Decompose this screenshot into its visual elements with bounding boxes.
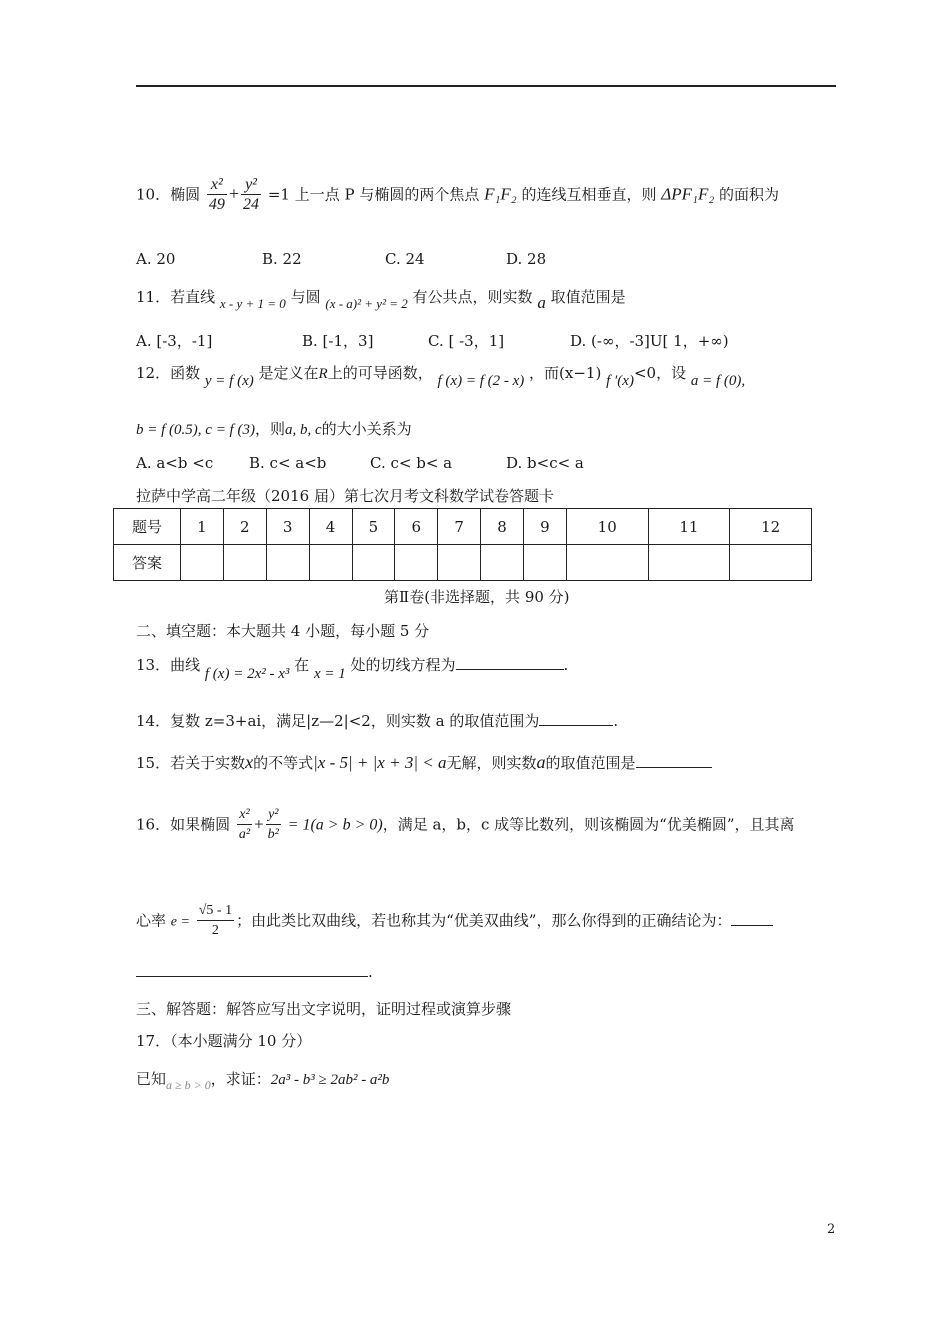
table-cell: 8 — [481, 509, 524, 545]
answer-cell[interactable] — [524, 545, 567, 581]
table-answer-label: 答案 — [114, 545, 181, 581]
q16-fraction-x: $\frac{\text{x²}}{\text{a²}}$ — [238, 807, 251, 842]
answer-card-table — [113, 508, 812, 581]
q10-fraction-x: $\frac{\text{x²}}{49}$ — [208, 176, 225, 213]
answer-cell[interactable] — [481, 545, 524, 581]
table-cell: 9 — [524, 509, 567, 545]
table-cell: 6 — [395, 509, 438, 545]
table-cell: 11 — [648, 509, 730, 545]
q12-option-a: A. a<b <c — [136, 454, 214, 472]
q10-foci: F₁F₂ — [484, 184, 517, 204]
answer-cell[interactable] — [566, 545, 648, 581]
answer-card-title: 拉萨中学高二年级（2016 届）第七次月考文科数学试卷答题卡 — [136, 487, 554, 505]
question-16-line3: . — [136, 962, 373, 981]
answer-cell[interactable] — [730, 545, 812, 581]
table-cell: 5 — [352, 509, 395, 545]
table-cell: 2 — [223, 509, 266, 545]
question-10: 10．椭圆 $\frac{\text{x²}}{49}$ + $\frac{\text{y²}}{24}$ =1 上一点 P 与椭圆的两个焦点 F₁F₂ 的连线互相垂直，则 ΔPF₁F₂ 的面积为 — [136, 176, 780, 213]
section-3-heading: 三、解答题：解答应写出文字说明，证明过程或演算步骤 — [136, 1000, 512, 1018]
table-header-label: 题号 — [114, 509, 181, 545]
header-rule — [136, 85, 836, 87]
q11-option-b: B. [-1，3] — [302, 332, 374, 350]
answer-cell[interactable] — [352, 545, 395, 581]
question-16-line2: 心率 e = $\frac{√5 - 1}{2}$ ；由此类比双曲线，若也称其为“优美双曲线”，那么你得到的正确结论为： — [136, 902, 773, 941]
section-2-heading: 二、填空题：本大题共 4 小题，每小题 5 分 — [136, 622, 430, 640]
question-15: 15．若关于实数x的不等式|x - 5| + |x + 3| < a无解，则实数a的取值范围是 — [136, 752, 712, 773]
table-cell: 7 — [438, 509, 481, 545]
q16-fraction-y: $\frac{\text{y²}}{\text{b²}}$ — [267, 807, 279, 842]
table-cell: 10 — [566, 509, 648, 545]
q10-option-b: B. 22 — [262, 250, 302, 268]
table-cell: 12 — [730, 509, 812, 545]
answer-cell[interactable] — [266, 545, 309, 581]
question-14: 14．复数 z=3+ai，满足|z—2|<2，则实数 a 的取值范围为 . — [136, 712, 619, 730]
answer-cell[interactable] — [309, 545, 352, 581]
table-row — [114, 545, 812, 581]
table-row — [114, 509, 812, 545]
question-16: 16．如果椭圆 $\frac{\text{x²}}{\text{a²}}$ + $\frac{\text{y²}}{\text{b²}}$ = 1(a > b > 0)，满足 a，b，c 成等比数列，则该椭圆为“优美椭圆”，且其离 — [136, 806, 795, 845]
question-12: 12．函数 y = f (x) 是定义在R上的可导函数， f (x) = f (2 - x) ，而(x−1) f ′(x)<0，设 a = f (0), — [136, 364, 746, 389]
q10-fraction-y: $\frac{\text{y²}}{24}$ — [243, 176, 260, 213]
q11-option-c: C. [ -3，1] — [428, 332, 505, 350]
q10-option-c: C. 24 — [385, 250, 425, 268]
answer-cell[interactable] — [438, 545, 481, 581]
question-12-line2: b = f (0.5), c = f (3)，则a, b, c的大小关系为 — [136, 420, 412, 438]
q10-option-a: A. 20 — [136, 250, 176, 268]
table-cell: 4 — [309, 509, 352, 545]
q16-answer-blank-2[interactable] — [136, 962, 368, 977]
question-13: 13．曲线 f (x) = 2x² - x³ 在 x = 1 处的切线方程为 . — [136, 656, 569, 682]
table-cell: 3 — [266, 509, 309, 545]
q12-option-d: D. b<c< a — [506, 454, 584, 472]
q11-option-a: A. [-3，-1] — [136, 332, 213, 350]
q12-option-b: B. c< a<b — [249, 454, 327, 472]
q16-eccentricity-fraction: $\frac{√5 - 1}{2}$ — [198, 903, 233, 938]
question-11: 11．若直线 x - y + 1 = 0 与圆 (x - a)² + y² = 2 有公共点，则实数 a 取值范围是 — [136, 288, 626, 312]
q10-label: 10．椭圆 — [136, 185, 201, 204]
q10-option-d: D. 28 — [506, 250, 547, 268]
answer-cell[interactable] — [181, 545, 224, 581]
q15-answer-blank[interactable] — [636, 753, 712, 768]
q10-triangle: ΔPF₁F₂ — [661, 184, 715, 204]
table-cell: 1 — [181, 509, 224, 545]
question-17: 已知$_{a \ge b > 0}$，求证：2a³ - b³ ≥ 2ab² - a²b — [136, 1070, 390, 1092]
q11-circle-equation: (x - a)² + y² = 2 — [325, 296, 408, 311]
q12-option-c: C. c< b< a — [370, 454, 453, 472]
answer-cell[interactable] — [648, 545, 730, 581]
q11-line-equation: x - y + 1 = 0 — [219, 296, 286, 311]
q10-text: =1 上一点 P 与椭圆的两个焦点 — [267, 185, 480, 204]
page-number: 2 — [827, 1222, 836, 1237]
part-2-title: 第Ⅱ卷(非选择题，共 90 分) — [384, 588, 570, 606]
q14-answer-blank[interactable] — [539, 711, 613, 726]
q13-answer-blank[interactable] — [456, 655, 564, 670]
answer-cell[interactable] — [223, 545, 266, 581]
answer-cell[interactable] — [395, 545, 438, 581]
q11-option-d: D. (-∞，-3]U[ 1，+∞) — [570, 332, 729, 350]
q16-answer-blank-1[interactable] — [731, 911, 773, 926]
q17-title: 17．（本小题满分 10 分） — [136, 1032, 312, 1050]
